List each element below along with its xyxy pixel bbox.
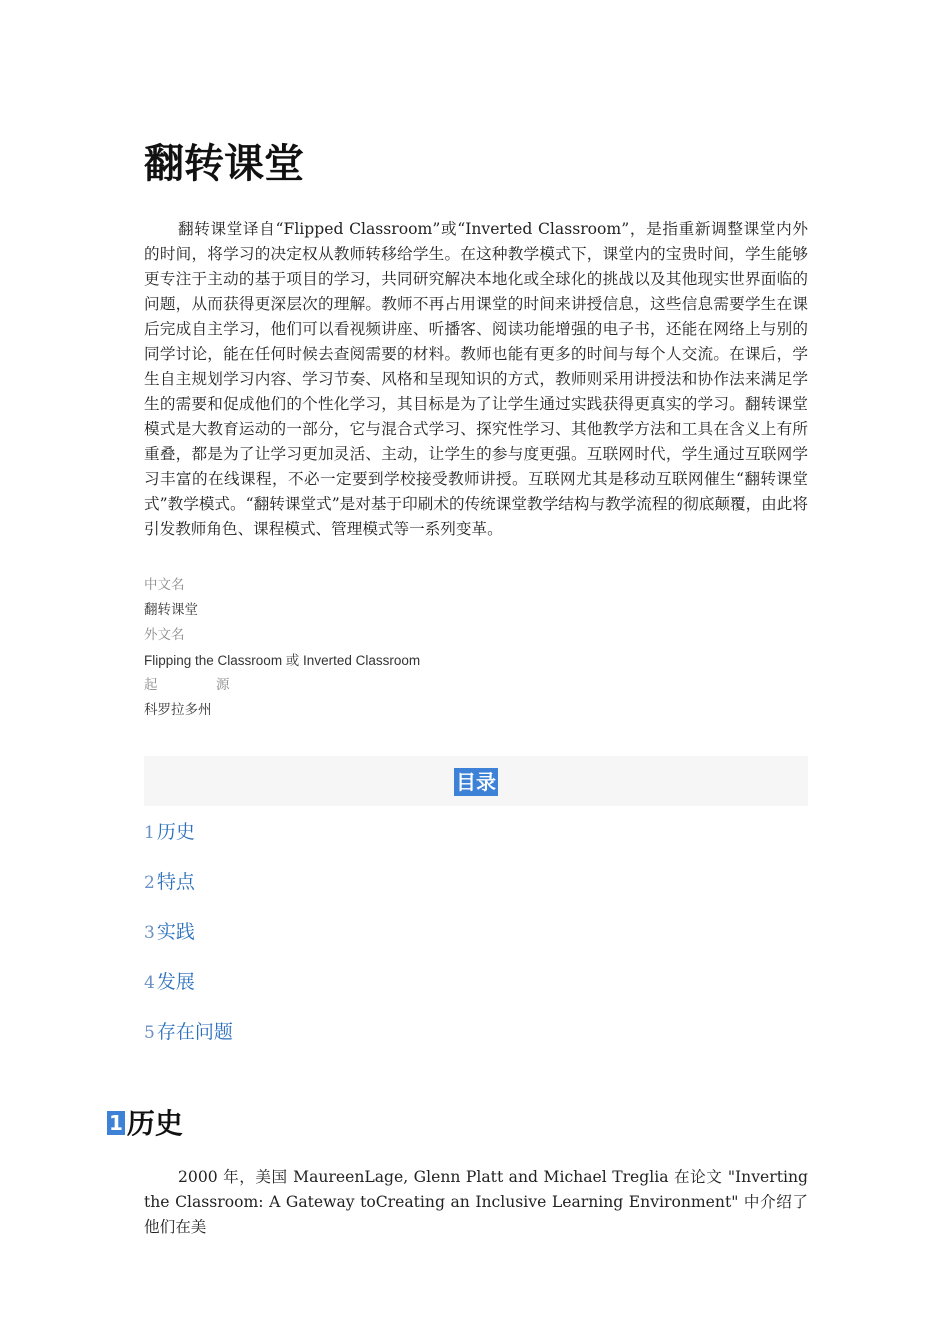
toc-item-number: 2 [144,873,155,893]
toc-item-label: 发展 [156,971,195,993]
toc-item-label: 实践 [156,921,195,943]
origin-label [144,673,808,698]
section-title: 历史 [126,1107,183,1140]
section-heading-history [107,1104,183,1144]
origin-label-char-2: 源 [216,677,230,693]
foreign-name-value: Flipping the Classroom 或 Inverted Classroom [144,653,421,668]
foreign-name-label: 外文名 [144,627,185,643]
toc-item-label: 存在问题 [156,1021,233,1043]
origin-label-char-1: 起 [144,677,158,693]
toc-item-number: 5 [144,1023,155,1043]
toc-title: 目录 [456,770,496,794]
history-paragraph: 2000 年，美国 MaureenLage, Glenn Platt and Michael Treglia 在论文 "Inverting the Classroom: A Gateway toCreating an Inclusive Learning Environment" 中介绍了他们在美 [144,1168,808,1236]
toc-item-number: 3 [144,923,155,943]
toc-item-features[interactable] [144,869,195,896]
toc-item-history[interactable] [144,819,195,846]
toc-item-number: 1 [144,823,155,843]
toc-item-development[interactable] [144,969,195,996]
toc-item-practice[interactable] [144,919,195,946]
toc-item-label: 特点 [156,871,195,893]
chinese-name-value: 翻转课堂 [144,602,198,618]
page-title: 翻转课堂 [144,141,304,187]
toc-item-label: 历史 [156,821,195,843]
info-box [144,573,808,723]
origin-value: 科罗拉多州 [144,702,212,718]
intro-paragraph: 翻转课堂译自“Flipped Classroom”或“Inverted Classroom”，是指重新调整课堂内外的时间，将学习的决定权从教师转移给学生。在这种教学模式下，课堂内的宝贵时间，学生能够更专注于主动的基于项目的学习，共同研究解决本地化或全球化的挑战以及其他现实世界面临的问题，从而获得更深层次的理解。教师不再占用课堂的时间来讲授信息，这些信息需要学生在课后完成自主学习，他们可以看视频讲座、听播客、阅读功能增强的电子书，还能在网络上与别的同学讨论，能在任何时候去查阅需要的材料。教师也能有更多的时间与每个人交流。在课后，学生自主规划学习内容、学习节奏、风格和呈现知识的方式，教师则采用讲授法和协作法来满足学生的需要和促成他们的个性化学习，其目标是为了让学生通过实践获得更真实的学习。翻转课堂模式是大教育运动的一部分，它与混合式学习、探究性学习、其他教学方法和工具在含义上有所重叠，都是为了让学习更加灵活、主动，让学生的参与度更强。互联网时代，学生通过互联网学习丰富的在线课程，不必一定要到学校接受教师讲授。互联网尤其是移动互联网催生“翻转课堂式”教学模式。“翻转课堂式”是对基于印刷术的传统课堂教学结构与教学流程的彻底颠覆，由此将引发教师角色、课程模式、管理模式等一系列变革。 [144,220,808,538]
section-number-badge: 1 [109,1111,123,1135]
toc-item-problems[interactable] [144,1019,233,1046]
toc-item-number: 4 [144,973,155,993]
chinese-name-label: 中文名 [144,577,185,593]
